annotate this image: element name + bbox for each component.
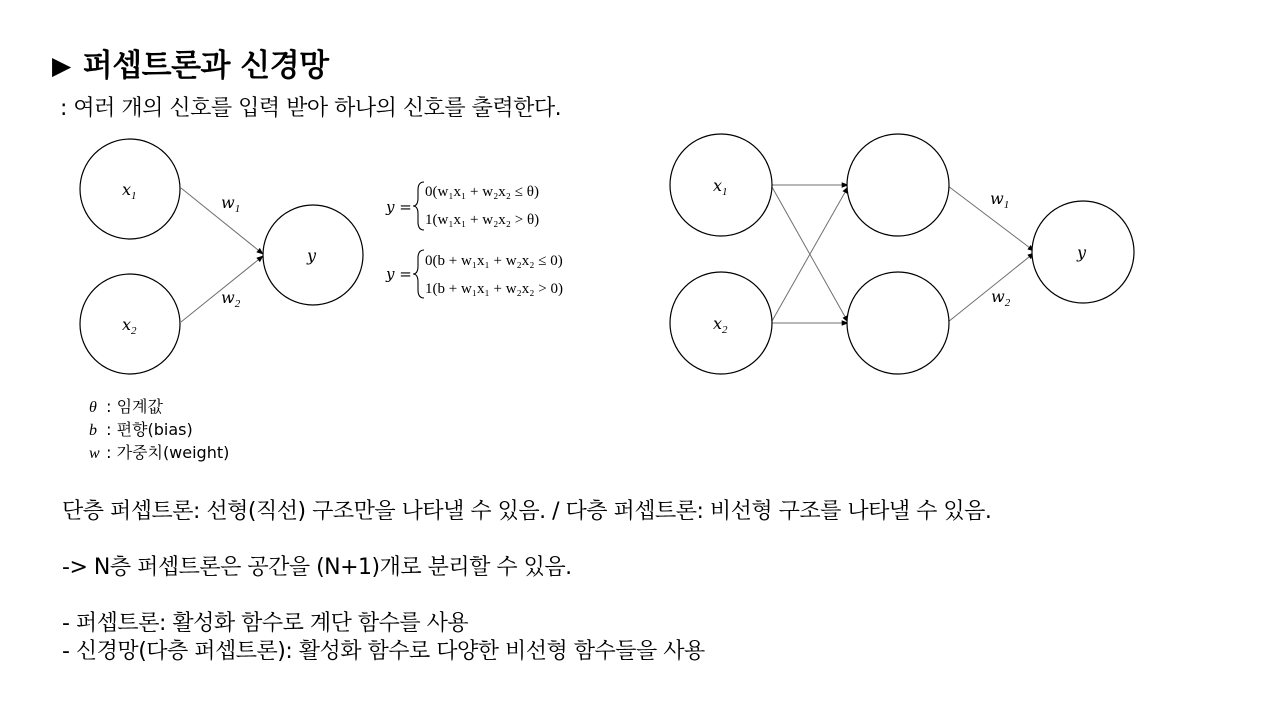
formula1-lhs: y = xyxy=(386,198,412,216)
formula1-case2: 1(w₁x₁ + w₂x₂ > θ) xyxy=(425,212,540,228)
legend-text: : 편향(bias) xyxy=(106,420,193,439)
note-line-3: - 퍼셉트론: 활성화 함수로 계단 함수를 사용 xyxy=(62,611,469,636)
multilayer-perceptron-diagram xyxy=(670,134,1134,374)
input-label-x1: $x_1$ xyxy=(713,176,728,198)
formula2-case1: 0(b + w₁x₁ + w₂x₂ ≤ 0) xyxy=(425,253,563,269)
legend-item-theta xyxy=(89,396,229,419)
formula2-brace xyxy=(413,250,424,298)
note-line-1: 단층 퍼셉트론: 선형(직선) 구조만을 나타낼 수 있음. / 다층 퍼셉트론: 비선형 구조를 나타낼 수 있음. xyxy=(62,499,992,524)
input-label-x2: $x_2$ xyxy=(122,315,137,337)
symbol-legend xyxy=(89,396,229,465)
hidden-node-1 xyxy=(847,134,949,236)
legend-symbol: b xyxy=(89,422,97,439)
weight-label-w2: $w_2$ xyxy=(991,287,1011,309)
weight-label-w2: $w_2$ xyxy=(221,288,241,310)
formula1-case1: 0(w₁x₁ + w₂x₂ ≤ θ) xyxy=(425,184,539,200)
formula1-brace xyxy=(413,182,424,230)
legend-item-weight xyxy=(89,442,229,465)
formula2-case2: 1(b + w₁x₁ + w₂x₂ > 0) xyxy=(425,281,563,297)
legend-symbol: θ xyxy=(89,399,97,416)
step-function-formulas xyxy=(385,182,563,298)
triangle-bullet-icon: ▶ xyxy=(52,51,71,80)
hidden-node-2 xyxy=(847,272,949,374)
legend-item-bias xyxy=(89,419,229,442)
notes xyxy=(62,498,991,666)
slide-subtitle: : 여러 개의 신호를 입력 받아 하나의 신호를 출력한다. xyxy=(60,96,562,121)
formula2-lhs: y = xyxy=(386,265,412,283)
output-label-y: y xyxy=(1077,243,1087,262)
legend-text: : 임계값 xyxy=(106,397,163,416)
legend-symbol: w xyxy=(89,445,100,462)
legend-text: : 가중치(weight) xyxy=(106,443,230,462)
weight-label-w1: $w_1$ xyxy=(990,189,1010,211)
note-line-2: -> N층 퍼셉트론은 공간을 (N+1)개로 분리할 수 있음. xyxy=(62,555,572,580)
output-label-y: y xyxy=(307,246,317,265)
input-label-x1: $x_1$ xyxy=(122,180,137,202)
weight-label-w1: $w_1$ xyxy=(221,193,241,215)
input-label-x2: $x_2$ xyxy=(713,314,728,336)
note-line-4: - 신경망(다층 퍼셉트론): 활성화 함수로 다양한 비선형 함수들을 사용 xyxy=(62,639,705,664)
single-perceptron-diagram xyxy=(80,139,363,374)
slide-title-text: 퍼셉트론과 신경망 xyxy=(82,48,329,84)
